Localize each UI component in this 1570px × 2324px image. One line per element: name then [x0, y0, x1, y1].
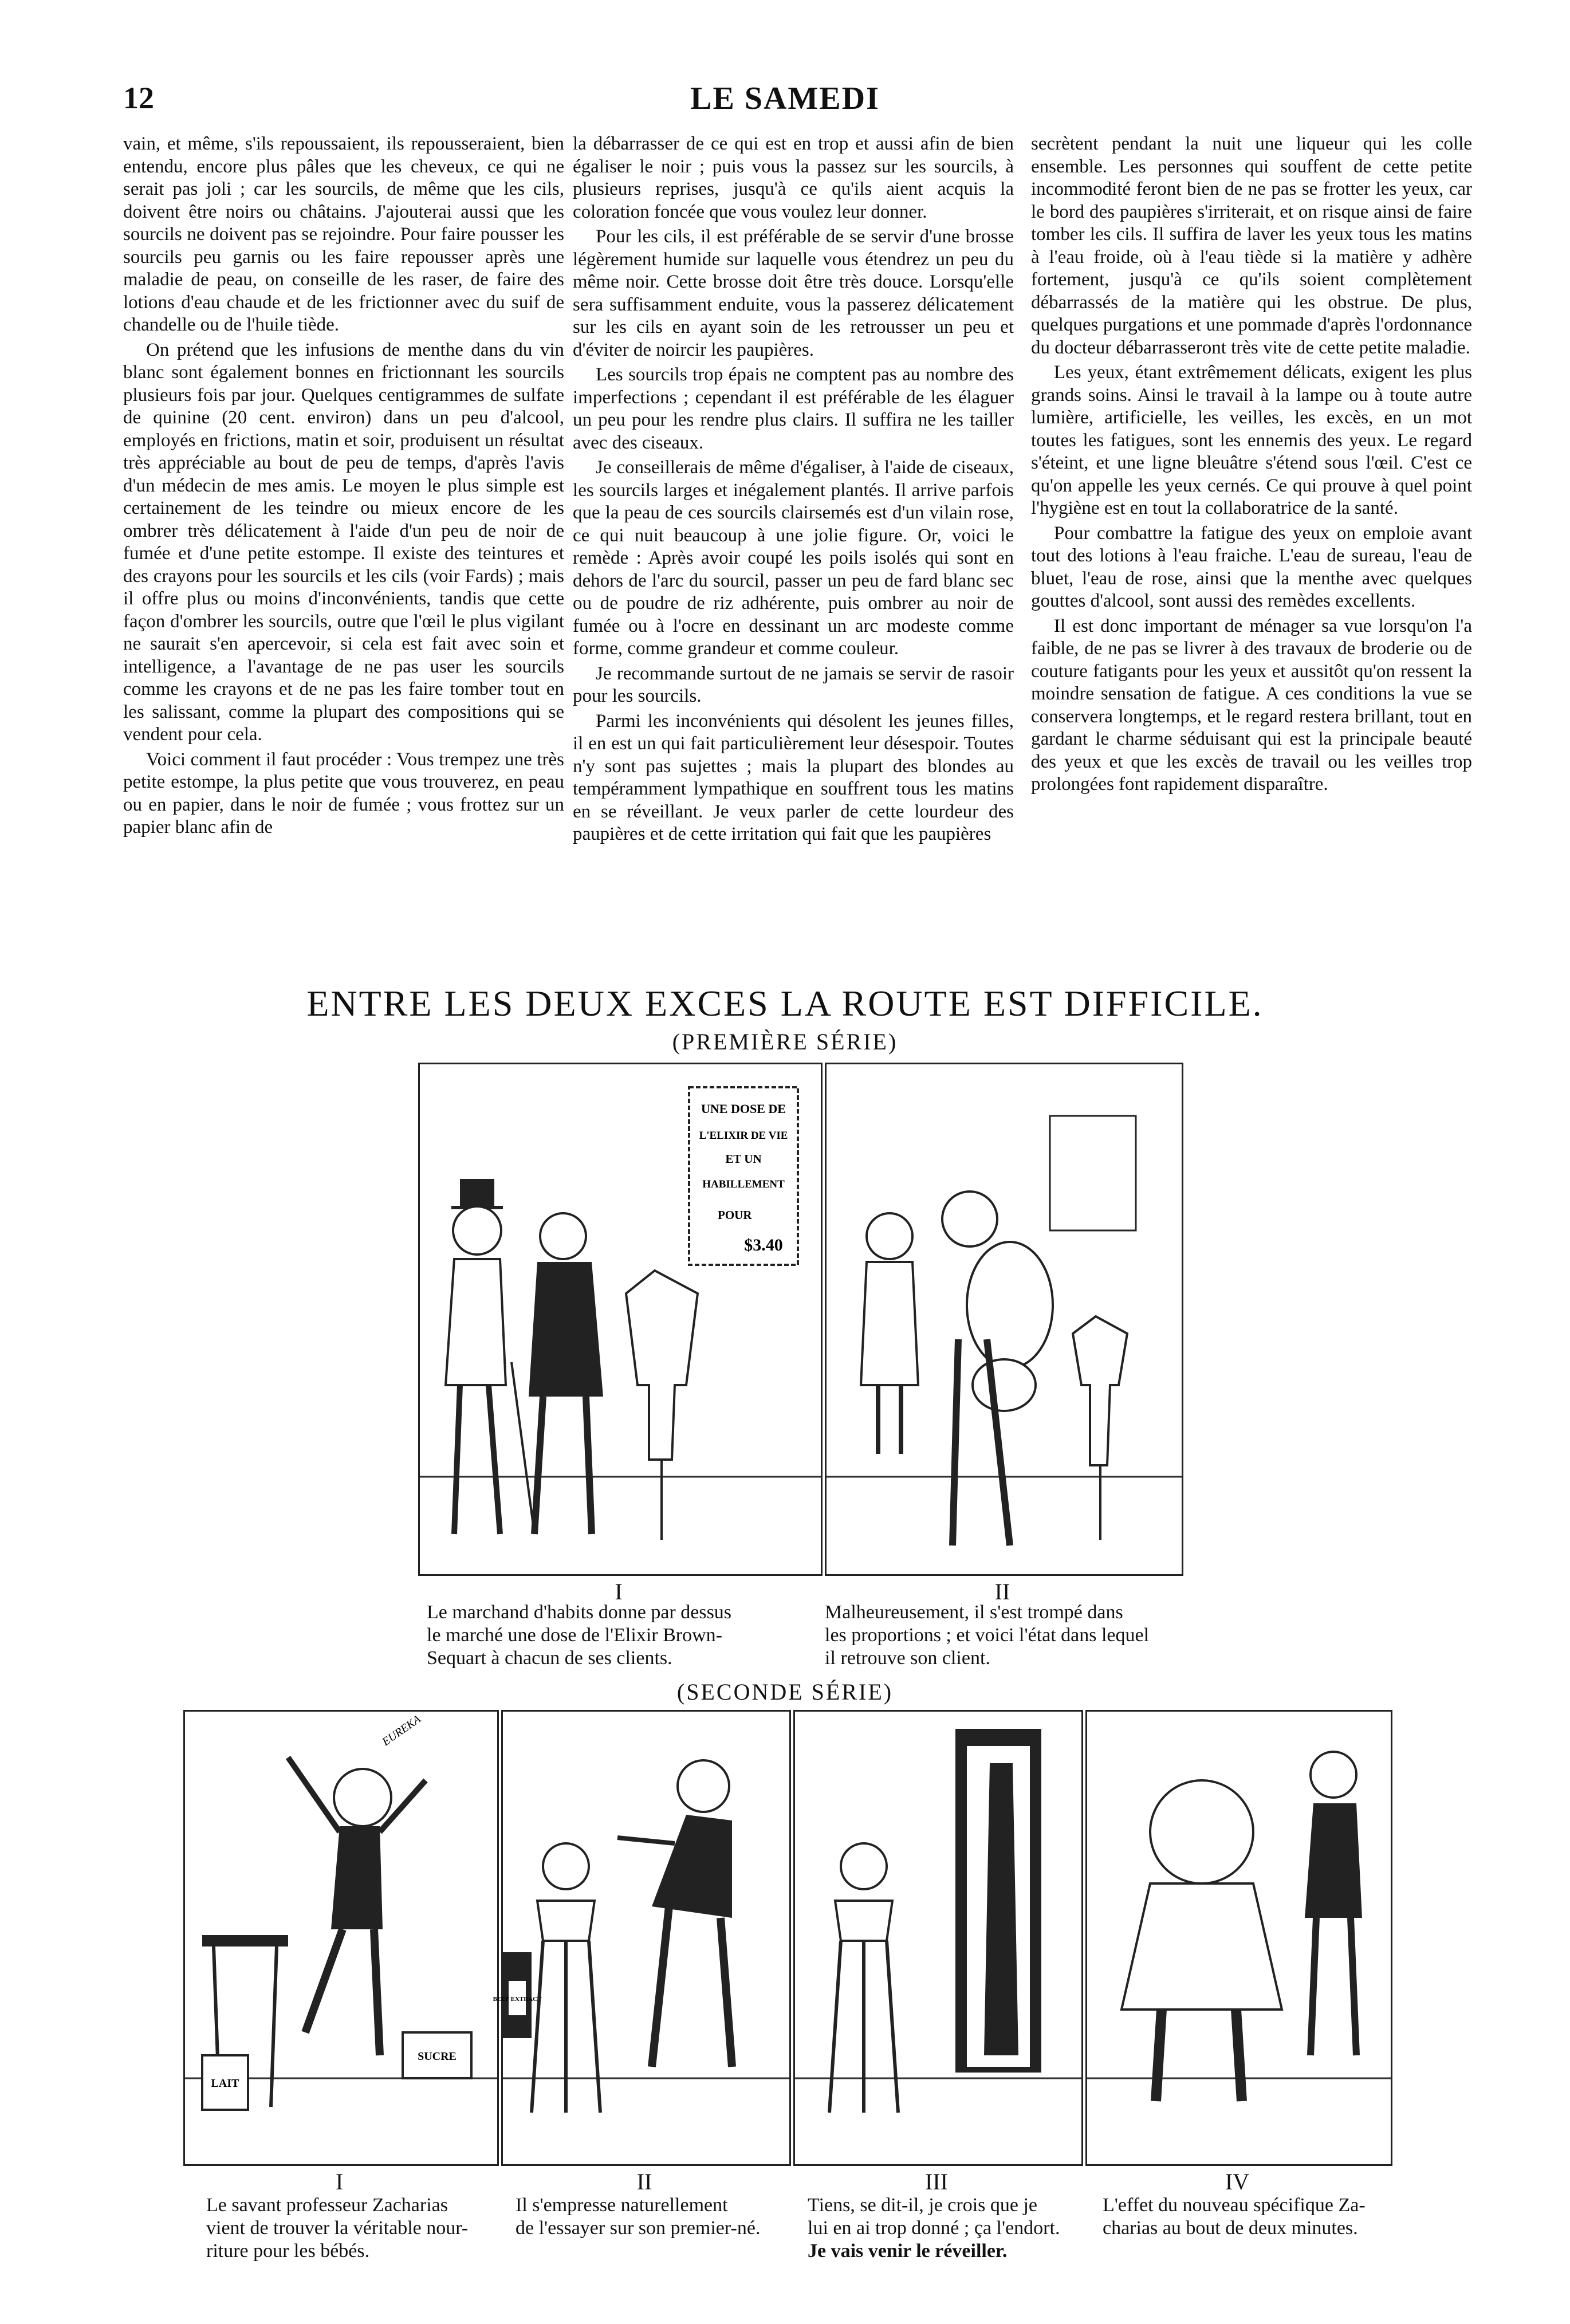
panel-number: I: [615, 1579, 623, 1605]
paragraph: On prétend que les infusions de menthe dans du vin blanc sont également bonnes en frictionnant les sourcils plusieurs fois par jour. Quelques centigrammes de sulfate de quinine (20 cent. environ) dans un peu d'alcool, employés en frictions, matin et soir, produisent un résultat très appréciable au bout de peu de temps, d'après l'avis d'un médecin de mes amis. Le moyen le plus simple est certainement de les teindre ou mieux encore de les ombrer très délicatement à l'aide d'un peu de noir de fumée et d'une petite estompe. Il existe des teintures et des crayons pour les sourcils et les cils (voir Fards) ; mais il offre plus ou moins d'inconvénients, tandis que cette façon d'ombrer les sourcils, outre que l'œil le plus vigilant ne saurait s'en apercevoir, si cela est fait avec soin et intelligence, a l'avantage de ne pas user les sourcils comme les crayons et de ne pas les faire tomber tout en les salissant, comme la plupart des compositions qui se vendent pour cela.: [123, 339, 564, 745]
paragraph: la débarrasser de ce qui est en trop et aussi afin de bien égaliser le noir ; puis vous la passez sur les sourcils, à plusieurs reprises, jusqu'à ce qu'ils aient acquis la coloration foncée que vous voulez leur donner.: [573, 133, 1014, 222]
caption-line: lui en ai trop donné ; ça l'endort.: [808, 2217, 1060, 2239]
caption-line: Le marchand d'habits donne par dessus: [427, 1602, 732, 1623]
sign-text: UNE DOSE DE: [701, 1102, 786, 1116]
caption-line: le marché une dose de l'Elixir Brown-: [427, 1625, 722, 1646]
page-header: [0, 80, 1570, 120]
serie2-panel-1-illustration: [183, 1710, 499, 2166]
serie1-panel-1-caption: [427, 1601, 805, 1670]
sign-text: L'ELIXIR DE VIE: [699, 1130, 788, 1142]
paragraph: secrètent pendant la nuit une liqueur qui les colle ensemble. Les personnes qui souffent de cette petite incommodité feront bien de ne pas se frotter les yeux, car le bord des paupières s'irriterait, et on risque ainsi de faire tomber les cils. Il suffira de laver les yeux tous les matins à l'eau froide, où à l'eau tiède si la matière y adhère fortement, jusqu'à ce qu'ils soient complètement débarrassés de la matière qui les obstrue. De plus, quelques purgations et une pommade d'après l'ordonnance du docteur débarrasseront très vite de cette petite maladie.: [1031, 133, 1472, 358]
sleeping-baby-drawing: [795, 1712, 1081, 2164]
serie2-label: (SECONDE SÉRIE): [676, 1679, 894, 1705]
caption-line: Sequart à chacun de ses clients.: [427, 1647, 672, 1669]
box-label: SUCRE: [418, 2050, 457, 2063]
cartoon-title: ENTRE LES DEUX EXCES LA ROUTE EST DIFFICILE.: [306, 983, 1264, 1024]
professor-feeding-baby-drawing: [493, 1712, 789, 2164]
sign-text: POUR: [718, 1208, 752, 1222]
serie2-panel-4-caption: [1103, 2194, 1400, 2240]
sign-price: $3.40: [744, 1236, 783, 1255]
serie2-panel-3-caption: [808, 2194, 1088, 2263]
caption-line: riture pour les bébés.: [206, 2240, 370, 2262]
caption-line: L'effet du nouveau spécifique Za-: [1103, 2195, 1366, 2216]
article-column-3: [1031, 133, 1472, 799]
sign-text: HABILLEMENT: [702, 1178, 785, 1190]
paragraph: Les yeux, étant extrêmement délicats, exigent les plus grands soins. Ainsi le travail à la lampe ou à toute autre lumière, artificielle, les veilles, les excès, en un mot toutes les fatigues, sont les ennemis des yeux. Le regard s'éteint, et une ligne bleuâtre s'étend sous l'œil. C'est ce qu'on appelle les yeux cernés. Ce qui prouve à quel point l'hygiène est en tout la collaboratrice de la santé.: [1031, 362, 1472, 518]
serie1-panel-2-illustration: [825, 1063, 1183, 1576]
paragraph: Les sourcils trop épais ne comptent pas au nombre des imperfections ; cependant il est préférable de les élaguer un peu pour les rendre plus clairs. Il suffira ne les tailler avec des ciseaux.: [573, 364, 1014, 453]
paragraph: Je recommande surtout de ne jamais se servir de rasoir pour les sourcils.: [573, 663, 1014, 706]
panel-number: II: [994, 1579, 1010, 1605]
sign-text: ET UN: [725, 1152, 762, 1166]
serie1-panel-1-illustration: [418, 1063, 823, 1576]
caption-line: Malheureusement, il s'est trompé dans: [825, 1602, 1123, 1623]
paragraph: Pour les cils, il est préférable de se servir d'une brosse légèrement humide sur laquelle vous étendrez un peu du même noir. Cette brosse doit être très douce. Lorsqu'elle sera suffisamment enduite, vous la passerez délicatement sur les cils en ayant soin de les retrousser un peu et d'éviter de noircir les paupières.: [573, 226, 1014, 360]
caption-line: de l'essayer sur son premier-né.: [516, 2217, 761, 2239]
serie2-panel-4-illustration: [1085, 1710, 1392, 2166]
serie2-panel-2-illustration: [493, 1710, 791, 2166]
bottle-label: BEEF EXTRACT: [493, 1996, 542, 2003]
professor-dancing-drawing: [185, 1712, 497, 2164]
inflated-client-drawing: [827, 1064, 1182, 1574]
paragraph: Je conseillerais de même d'égaliser, à l'aide de ciseaux, les sourcils larges et inégalement plantés. Il arrive parfois que la peau de ces sourcils clairsemés est d'un vilain rose, ce qui nuit beaucoup à une jolie figure. Or, voici le remède : Après avoir coupé les poils isolés qui sont en dehors de l'arc du sourcil, passer un peu de fard blanc sec ou de poudre de riz adhérente, puis ombrer au noir de fumée ou à l'ocre en dessinant un arc modeste comme forme, comme grandeur et comme couleur.: [573, 457, 1014, 659]
journal-title: LE SAMEDI: [690, 81, 880, 116]
paragraph: Voici comment il faut procéder : Vous trempez une très petite estompe, la plus petite que vous trouverez, en peau ou en papier, dans le noir de fumée ; vous frottez sur un papier blanc afin de: [123, 749, 564, 837]
serie2-panel-2-caption: [516, 2194, 790, 2240]
panel-number: I: [335, 2169, 344, 2195]
panel-number: III: [925, 2169, 948, 2195]
paragraph: Pour combattre la fatigue des yeux on emploie avant tout des lotions à l'eau fraiche. L'eau de sureau, l'eau de bluet, l'eau de rose, ainsi que la menthe avec quelques gouttes d'alcool, sont aussi des remèdes excellents.: [1031, 522, 1472, 611]
paragraph: Parmi les inconvénients qui désolent les jeunes filles, il en est un qui fait particulièrement leur désespoir. Toutes n'y sont pas sujettes ; mais la plupart des blondes au tempéramment lympathique en souffrent tous les matins en se réveillant. Je veux parler de cette lourdeur des paupières et de cette irritation qui fait que les paupières: [573, 710, 1014, 844]
caption-line: il retrouve son client.: [825, 1647, 990, 1669]
caption-line: Tiens, se dit-il, je crois que je: [808, 2195, 1038, 2216]
article-column-2: [573, 133, 1014, 848]
caption-line: Je vais venir le réveiller.: [808, 2240, 1008, 2262]
article-column-1: [123, 133, 564, 841]
caption-line: charias au bout de deux minutes.: [1103, 2217, 1358, 2239]
caption-line: Il s'empresse naturellement: [516, 2195, 728, 2216]
paragraph: vain, et même, s'ils repoussaient, ils repousseraient, bien entendu, encore plus pâles que les cheveux, ce qui ne serait pas joli ; car les sourcils, de même que les cils, doivent être noirs ou châtains. J'ajouterai aussi que les sourcils ne doivent pas se rejoindre. Pour faire pousser les sourcils peu garnis ou les faire repousser après une maladie de peau, on conseille de les raser, de faire des lotions d'eau chaude et de les frictionner avec du suif de chandelle ou de l'huile tiède.: [123, 133, 564, 335]
caption-line: Le savant professeur Zacharias: [206, 2195, 448, 2216]
serie2-panel-3-illustration: [793, 1710, 1083, 2166]
serie2-panel-1-caption: [206, 2194, 504, 2263]
serie1-panel-2-caption: [825, 1601, 1226, 1670]
caption-line: vient de trouver la véritable nour-: [206, 2217, 469, 2239]
paragraph: Il est donc important de ménager sa vue lorsqu'on l'a faible, de ne pas se livrer à des travaux de broderie ou de couture fatigants pour les yeux et aussitôt qu'on ressent la moindre sensation de fatigue. A ces conditions la vue se conservera longtemps, et le regard restera brillant, tout en gardant le charme séduisant qui est la principale beauté des yeux et que les excès de travail ou les veilles trop prolongées font rapidement disparaître.: [1031, 615, 1472, 795]
panel-number: IV: [1225, 2169, 1250, 2195]
panel-number: II: [636, 2169, 652, 2195]
page-number: 12: [123, 81, 154, 115]
merchant-and-client-drawing: [420, 1064, 821, 1574]
can-label: LAIT: [211, 2077, 239, 2090]
caption-line: les proportions ; et voici l'état dans lequel: [825, 1625, 1150, 1646]
giant-baby-drawing: [1087, 1712, 1391, 2164]
serie1-label: (PREMIÈRE SÉRIE): [672, 1029, 898, 1055]
exclamation-text: EUREKA: [380, 1713, 423, 1749]
